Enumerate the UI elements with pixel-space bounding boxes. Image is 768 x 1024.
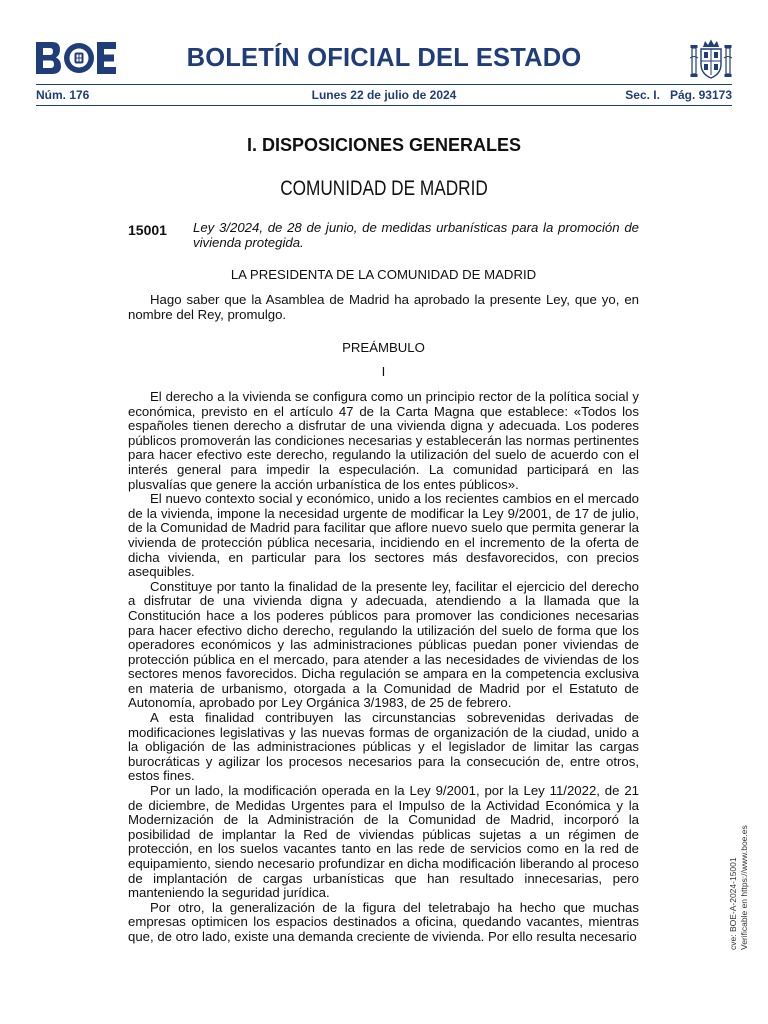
preamble-body: [128, 390, 639, 945]
paragraph: El nuevo contexto social y económico, unido a los recientes cambios en el mercado de la vivienda, impone la necesidad urgente de modificar la Ley 9/2001, de 17 de julio, de la Comunidad de Madrid para facilitar que aflore nuevo suelo que permita generar la vivienda de protección pública necesaria, incidiendo en el incremento de la oferta de dicha vivienda, en particular para los sectores más desfavorecidos, con precios asequibles.: [128, 491, 639, 580]
preamble-heading: PREÁMBULO: [342, 340, 425, 355]
paragraph: Por otro, la generalización de la figura del teletrabajo ha hecho que muchas empresas optimicen los espacios destinados a oficina, quedando vacantes, mientras que, de otro lado, existe una demanda creciente de vivienda. Por ello resulta necesario: [128, 899, 639, 944]
promulgator: LA PRESIDENTA DE LA COMUNIDAD DE MADRID: [230, 267, 537, 282]
masthead-title: BOLETÍN OFICIAL DEL ESTADO: [186, 44, 582, 72]
section-title: I. DISPOSICIONES GENERALES: [246, 135, 522, 155]
preamble-part: I: [381, 364, 386, 379]
issue-number: Núm. 176: [36, 88, 90, 102]
cve-code: cve: BOE-A-2024-15001: [728, 857, 738, 950]
promulgation-paragraph: Hago saber que la Asamblea de Madrid ha aprobado la presente Ley, que yo, en nombre del Rey, promulgo.: [128, 292, 639, 322]
paragraph: Constituye por tanto la finalidad de la presente ley, facilitar el ejercicio del derecho a disfrutar de una vivienda digna y adecuada, atendiendo a la llamada que la Constitución hace a los poderes públicos para promover las condiciones necesarias para hacer efectivo dicho derecho, regulando la utilización del suelo de forma que los operadores económicos y las administraciones públicas puedan poner viviendas de protección pública en el mercado, para atender a las necesidades de viviendas de los sectores menos favorecidos. Dicha regulación se ampara en la competencia exclusiva en materia de urbanismo, otorgada a la Comunidad de Madrid por el Estatuto de Autonomía, aprobado por Ley Orgánica 3/1983, de 25 de febrero.: [128, 578, 639, 711]
masthead-rule-top: [36, 84, 732, 85]
verification-note: [728, 790, 749, 950]
issue-date: Lunes 22 de julio de 2024: [311, 88, 457, 102]
promulgation-text: [128, 293, 639, 322]
paragraph: Por un lado, la modificación operada en la Ley 9/2001, por la Ley 11/2022, de 21 de diciembre, de Medidas Urgentes para el Impulso de la Actividad Económica y la Modernización de la Administración de la Comunidad de Madrid, incorporó la posibilidad de implantar la Red de viviendas públicas sujetas a un régimen de protección, en los suelos vacantes tanto en las rede de servicios como en la red de equipamiento, siendo necesario profundizar en dicha modificación liberando al proceso de implantación de cargas urbanísticas que han resultado innecesarias, pero manteniendo la seguridad jurídica.: [128, 783, 639, 901]
law-number: 15001: [128, 222, 167, 238]
law-title: Ley 3/2024, de 28 de junio, de medidas urbanísticas para la promoción de vivienda protegida.: [193, 220, 639, 250]
paragraph: El derecho a la vivienda se configura como un principio rector de la política social y económica, previsto en el artículo 47 de la Carta Magna que establece: «Todos los españoles tienen derecho a disfrutar de una vivienda digna y adecuada. Los poderes públicos promoverán las condiciones necesarias y establecerán las normas pertinentes para hacer efectivo este derecho, regulando la utilización del suelo de acuerdo con el interés general para impedir la especulación. La comunidad participará en las plusvalías que genere la acción urbanística de los entes públicos».: [128, 389, 639, 492]
section-page: Sec. I. Pág. 93173: [625, 88, 732, 102]
paragraph: A esta finalidad contribuyen las circunstancias sobrevenidas derivadas de modificaciones legislativas y las nuevas formas de organización de la ciudad, unido a la obligación de las administraciones públicas y el legislador de limitar las cargas burocráticas y agilizar los procesos necesarios para la consecución de, entre otros, estos fines.: [128, 710, 639, 784]
verification-url: Verificable en https://www.boe.es: [738, 825, 749, 950]
coat-of-arms-icon: [690, 38, 732, 80]
masthead-rule-bottom: [36, 105, 732, 106]
region-heading: COMUNIDAD DE MADRID: [280, 177, 488, 200]
